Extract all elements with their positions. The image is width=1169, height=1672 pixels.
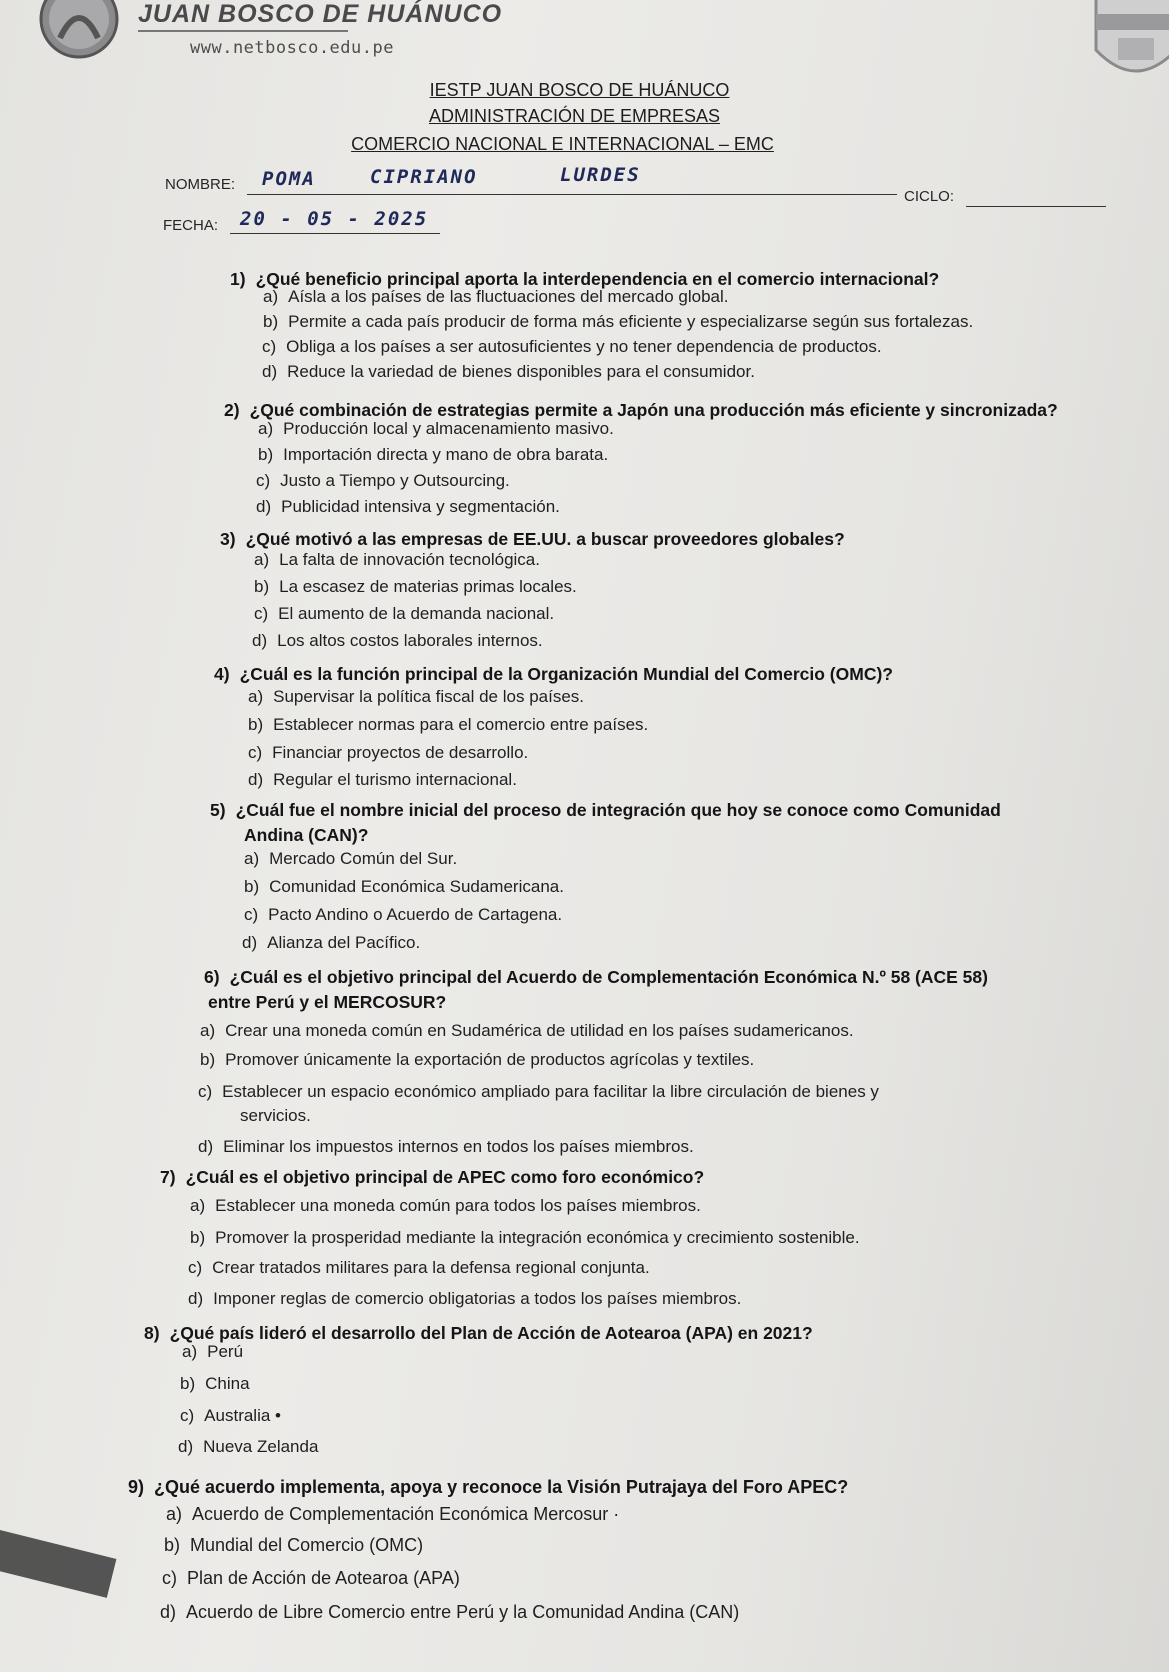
option-7c[interactable]: c) Crear tratados militares para la defensa regional conjunta. [188,1258,650,1277]
option-6a[interactable]: a) Crear una moneda común en Sudamérica de utilidad en los países sudamericanos. [200,1021,854,1040]
option-4a[interactable]: a) Supervisar la política fiscal de los países. [248,687,584,706]
option-6b[interactable]: b) Promover únicamente la exportación de productos agrícolas y textiles. [200,1050,755,1069]
program-title: ADMINISTRACIÓN DE EMPRESAS [428,106,721,126]
question-7: 7) ¿Cuál es el objetivo principal de APEC como foro económico? [160,1167,705,1187]
school-logo-icon [38,0,120,60]
option-9a[interactable]: a) Acuerdo de Complementación Económica Mercosur · [166,1504,620,1524]
option-7d[interactable]: d) Imponer reglas de comercio obligatorias a todos los países miembros. [188,1289,742,1308]
option-3d[interactable]: d) Los altos costos laborales internos. [252,631,543,650]
question-5-continued: Andina (CAN)? [244,825,369,845]
question-8: 8) ¿Qué país lideró el desarrollo del Plan de Acción de Aotearoa (APA) en 2021? [144,1323,813,1343]
question-6-continued: entre Perú y el MERCOSUR? [208,992,447,1012]
option-5d[interactable]: d) Alianza del Pacífico. [242,933,421,952]
option-9d[interactable]: d) Acuerdo de Libre Comercio entre Perú y la Comunidad Andina (CAN) [160,1602,740,1622]
option-8b[interactable]: b) China [180,1374,250,1393]
option-8d[interactable]: d) Nueva Zelanda [178,1437,319,1456]
name-first-handwritten: POMA [262,168,316,190]
name-label: NOMBRE: [165,176,236,193]
name-line [247,194,897,195]
ciclo-label: CICLO: [904,188,955,205]
option-9c[interactable]: c) Plan de Acción de Aotearoa (APA) [162,1568,460,1588]
date-line [230,233,440,234]
option-6c[interactable]: c) Establecer un espacio económico ampliado para facilitar la libre circulación de bienes y [198,1082,879,1101]
finger-shadow [0,1530,116,1598]
name-third-handwritten: LURDES [560,164,641,186]
date-label: FECHA: [163,217,219,234]
question-9: 9) ¿Qué acuerdo implementa, apoya y reconoce la Visión Putrajaya del Foro APEC? [128,1477,849,1497]
option-7a[interactable]: a) Establecer una moneda común para todos los países miembros. [190,1196,701,1215]
date-handwritten: 20 - 05 - 2025 [240,208,429,230]
option-8c[interactable]: c) Australia • [180,1406,281,1425]
option-3c[interactable]: c) El aumento de la demanda nacional. [254,604,555,623]
option-1a[interactable]: a) Aísla a los países de las fluctuaciones del mercado global. [263,287,729,306]
option-7b[interactable]: b) Promover la prosperidad mediante la integración económica y crecimiento sostenible. [190,1228,860,1247]
option-2c[interactable]: c) Justo a Tiempo y Outsourcing. [256,471,510,490]
school-name: JUAN BOSCO DE HUÁNUCO [138,0,503,28]
option-6d[interactable]: d) Eliminar los impuestos internos en todos los países miembros. [198,1137,694,1156]
option-9b[interactable]: b) Mundial del Comercio (OMC) [164,1535,424,1555]
option-5c[interactable]: c) Pacto Andino o Acuerdo de Cartagena. [244,905,563,924]
option-3b[interactable]: b) La escasez de materias primas locales. [254,577,577,596]
option-1d[interactable]: d) Reduce la variedad de bienes disponibles para el consumidor. [262,362,755,381]
option-6c-continued: servicios. [240,1106,311,1125]
question-3: 3) ¿Qué motivó a las empresas de EE.UU. a buscar proveedores globales? [220,529,845,549]
option-4d[interactable]: d) Regular el turismo internacional. [248,770,517,789]
ciclo-line [966,206,1106,207]
question-2: 2) ¿Qué combinación de estrategias permite a Japón una producción más eficiente y sincronizada? [224,400,1058,420]
option-1b[interactable]: b) Permite a cada país producir de forma más eficiente y especializarse según sus fortalezas. [263,312,974,331]
question-1: 1) ¿Qué beneficio principal aporta la interdependencia en el comercio internacional? [230,269,940,289]
option-2a[interactable]: a) Producción local y almacenamiento masivo. [258,419,614,438]
option-5a[interactable]: a) Mercado Común del Sur. [244,849,458,868]
option-2d[interactable]: d) Publicidad intensiva y segmentación. [256,497,560,516]
question-5: 5) ¿Cuál fue el nombre inicial del proceso de integración que hoy se conoce como Comunidad [210,800,1001,820]
course-title: COMERCIO NACIONAL E INTERNACIONAL – EMC [351,134,774,154]
question-6: 6) ¿Cuál es el objetivo principal del Acuerdo de Complementación Económica N.º 58 (ACE 58) [204,967,988,987]
institute-title: IESTP JUAN BOSCO DE HUÁNUCO [429,80,730,100]
question-4: 4) ¿Cuál es la función principal de la Organización Mundial del Comercio (OMC)? [214,664,893,684]
school-website: www.netbosco.edu.pe [190,38,394,58]
option-8a[interactable]: a) Perú [182,1342,244,1361]
school-name-rule [138,30,348,32]
name-second-handwritten: CIPRIANO [370,166,478,188]
option-1c[interactable]: c) Obliga a los países a ser autosuficientes y no tener dependencia de productos. [262,337,882,356]
option-4c[interactable]: c) Financiar proyectos de desarrollo. [248,743,529,762]
option-4b[interactable]: b) Establecer normas para el comercio entre países. [248,715,649,734]
option-5b[interactable]: b) Comunidad Económica Sudamericana. [244,877,564,896]
option-3a[interactable]: a) La falta de innovación tecnológica. [254,550,540,569]
option-2b[interactable]: b) Importación directa y mano de obra barata. [258,445,609,464]
